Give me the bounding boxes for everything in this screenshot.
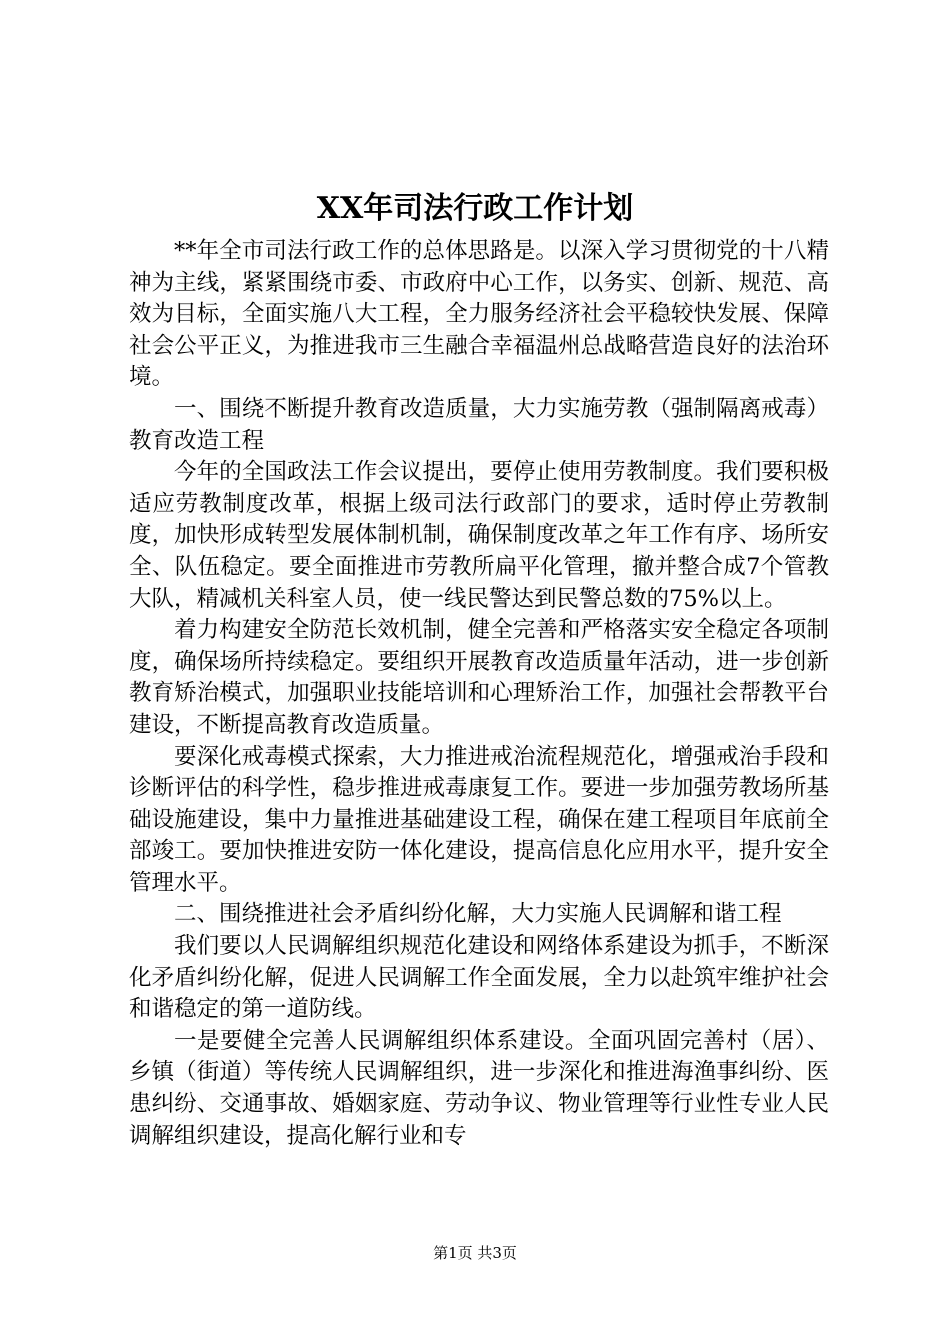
paragraph: 我们要以人民调解组织规范化建设和网络体系建设为抓手，不断深化矛盾纠纷化解，促进人民调解工作全面发展，全力以赴筑牢维护社会和谐稳定的第一道防线。 [129, 933, 829, 1023]
section-heading: 二、围绕推进社会矛盾纠纷化解，大力实施人民调解和谐工程 [174, 901, 782, 928]
document-body [129, 236, 829, 1152]
document-title: XX年司法行政工作计划 [316, 191, 634, 226]
section-heading: 一、围绕不断提升教育改造质量，大力实施劳教（强制隔离戒毒）教育改造工程 [129, 395, 829, 454]
paragraph: 着力构建安全防范长效机制，健全完善和严格落实安全稳定各项制度，确保场所持续稳定。要组织开展教育改造质量年活动，进一步创新教育矫治模式，加强职业技能培训和心理矫治工作，加强社会帮教平台建设，不断提高教育改造质量。 [129, 617, 829, 738]
paragraph: 今年的全国政法工作会议提出，要停止使用劳教制度。我们要积极适应劳教制度改革，根据上级司法行政部门的要求，适时停止劳教制度，加快形成转型发展体制机制，确保制度改革之年工作有序、场所安全、队伍稳定。要全面推进市劳教所扁平化管理，撤并整合成7个管教大队，精减机关科室人员，使一线民警达到民警总数的75%以上。 [129, 459, 829, 612]
paragraph: **年全市司法行政工作的总体思路是。以深入学习贯彻党的十八精神为主线，紧紧围绕市委、市政府中心工作，以务实、创新、规范、高效为目标，全面实施八大工程，全力服务经济社会平稳较快发展、保障社会公平正义，为推进我市三生融合幸福温州总战略营造良好的法治环境。 [129, 238, 829, 391]
page-footer: 第1页 共3页 [433, 1244, 517, 1262]
paragraph: 要深化戒毒模式探索，大力推进戒治流程规范化，增强戒治手段和诊断评估的科学性，稳步推进戒毒康复工作。要进一步加强劳教场所基础设施建设，集中力量推进基础建设工程，确保在建工程项目年底前全部竣工。要加快推进安防一体化建设，提高信息化应用水平，提升安全管理水平。 [129, 743, 829, 896]
paragraph: 一是要健全完善人民调解组织体系建设。全面巩固完善村（居）、乡镇（街道）等传统人民调解组织，进一步深化和推进海渔事纠纷、医患纠纷、交通事故、婚姻家庭、劳动争议、物业管理等行业性专业人民调解组织建设，提高化解行业和专 [129, 1027, 829, 1149]
